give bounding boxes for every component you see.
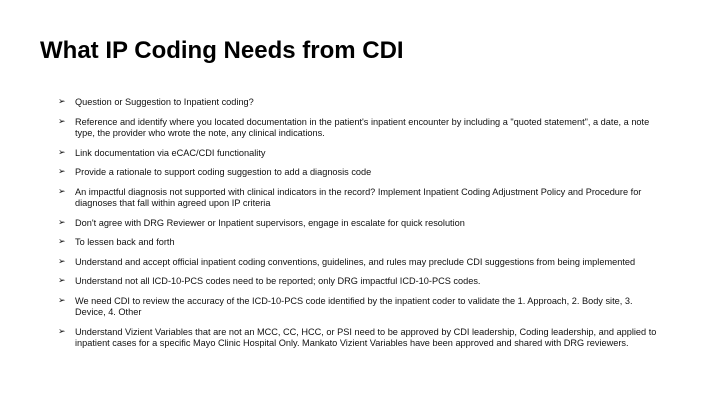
arrowhead-bullet-icon: ➢ [58, 217, 66, 228]
arrowhead-bullet-icon: ➢ [58, 256, 66, 267]
bullet-text: We need CDI to review the accuracy of the ICD-10-PCS code identified by the inpatient coder to validate the 1. Approach, 2. Body site, 3. Device, 4. Other [75, 295, 633, 317]
bullet-item [58, 296, 664, 319]
bullet-text: Reference and identify where you located documentation in the patient's inpatient encounter by including a "quoted statement", a date, a note type, the provider who wrote the note, any clinical indications. [75, 116, 650, 138]
arrowhead-bullet-icon: ➢ [58, 167, 66, 177]
arrowhead-bullet-icon: ➢ [58, 97, 66, 107]
bullet-list [58, 97, 664, 358]
bullet-item [58, 187, 664, 210]
arrowhead-bullet-icon: ➢ [58, 295, 66, 306]
bullet-text: Understand not all ICD-10-PCS codes need to be reported; only DRG impactful ICD-10-PCS codes. [75, 276, 481, 286]
bullet-item [58, 257, 664, 269]
bullet-item [58, 117, 664, 140]
bullet-text: Understand and accept official inpatient coding conventions, guidelines, and rules may preclude CDI suggestions from being implemented [75, 256, 636, 267]
arrowhead-bullet-icon: ➢ [58, 276, 66, 286]
bullet-text: Don't agree with DRG Reviewer or Inpatient supervisors, engage in escalate for quick resolution [75, 217, 465, 228]
bullet-text: An impactful diagnosis not supported with clinical indicators in the record? Implement Inpatient Coding Adjustment Policy and Procedure for diagnoses that fall within agreed upon IP criteria [75, 186, 642, 208]
arrowhead-bullet-icon: ➢ [58, 147, 66, 158]
bullet-text: Provide a rationale to support coding suggestion to add a diagnosis code [75, 167, 372, 177]
bullet-item [58, 237, 664, 249]
bullet-item [58, 327, 664, 350]
slide-title: What IP Coding Needs from CDI [40, 37, 404, 64]
bullet-item [58, 148, 664, 160]
bullet-item [58, 97, 664, 109]
bullet-text: Understand Vizient Variables that are not an MCC, CC, HCC, or PSI need to be approved by CDI leadership, Coding leadership, and applied to inpatient cases for a specific Mayo Clinic Hospital Only. Mankato Vizient Variables have been approved and shared with DRG reviewers. [75, 326, 657, 348]
bullet-text: To lessen back and forth [75, 237, 175, 247]
arrowhead-bullet-icon: ➢ [58, 116, 66, 127]
arrowhead-bullet-icon: ➢ [58, 237, 66, 247]
bullet-item [58, 276, 664, 288]
bullet-text: Question or Suggestion to Inpatient coding? [75, 97, 254, 107]
bullet-item [58, 218, 664, 230]
bullet-text: Link documentation via eCAC/CDI functionality [75, 147, 266, 158]
bullet-item [58, 167, 664, 179]
arrowhead-bullet-icon: ➢ [58, 186, 66, 197]
arrowhead-bullet-icon: ➢ [58, 326, 66, 337]
